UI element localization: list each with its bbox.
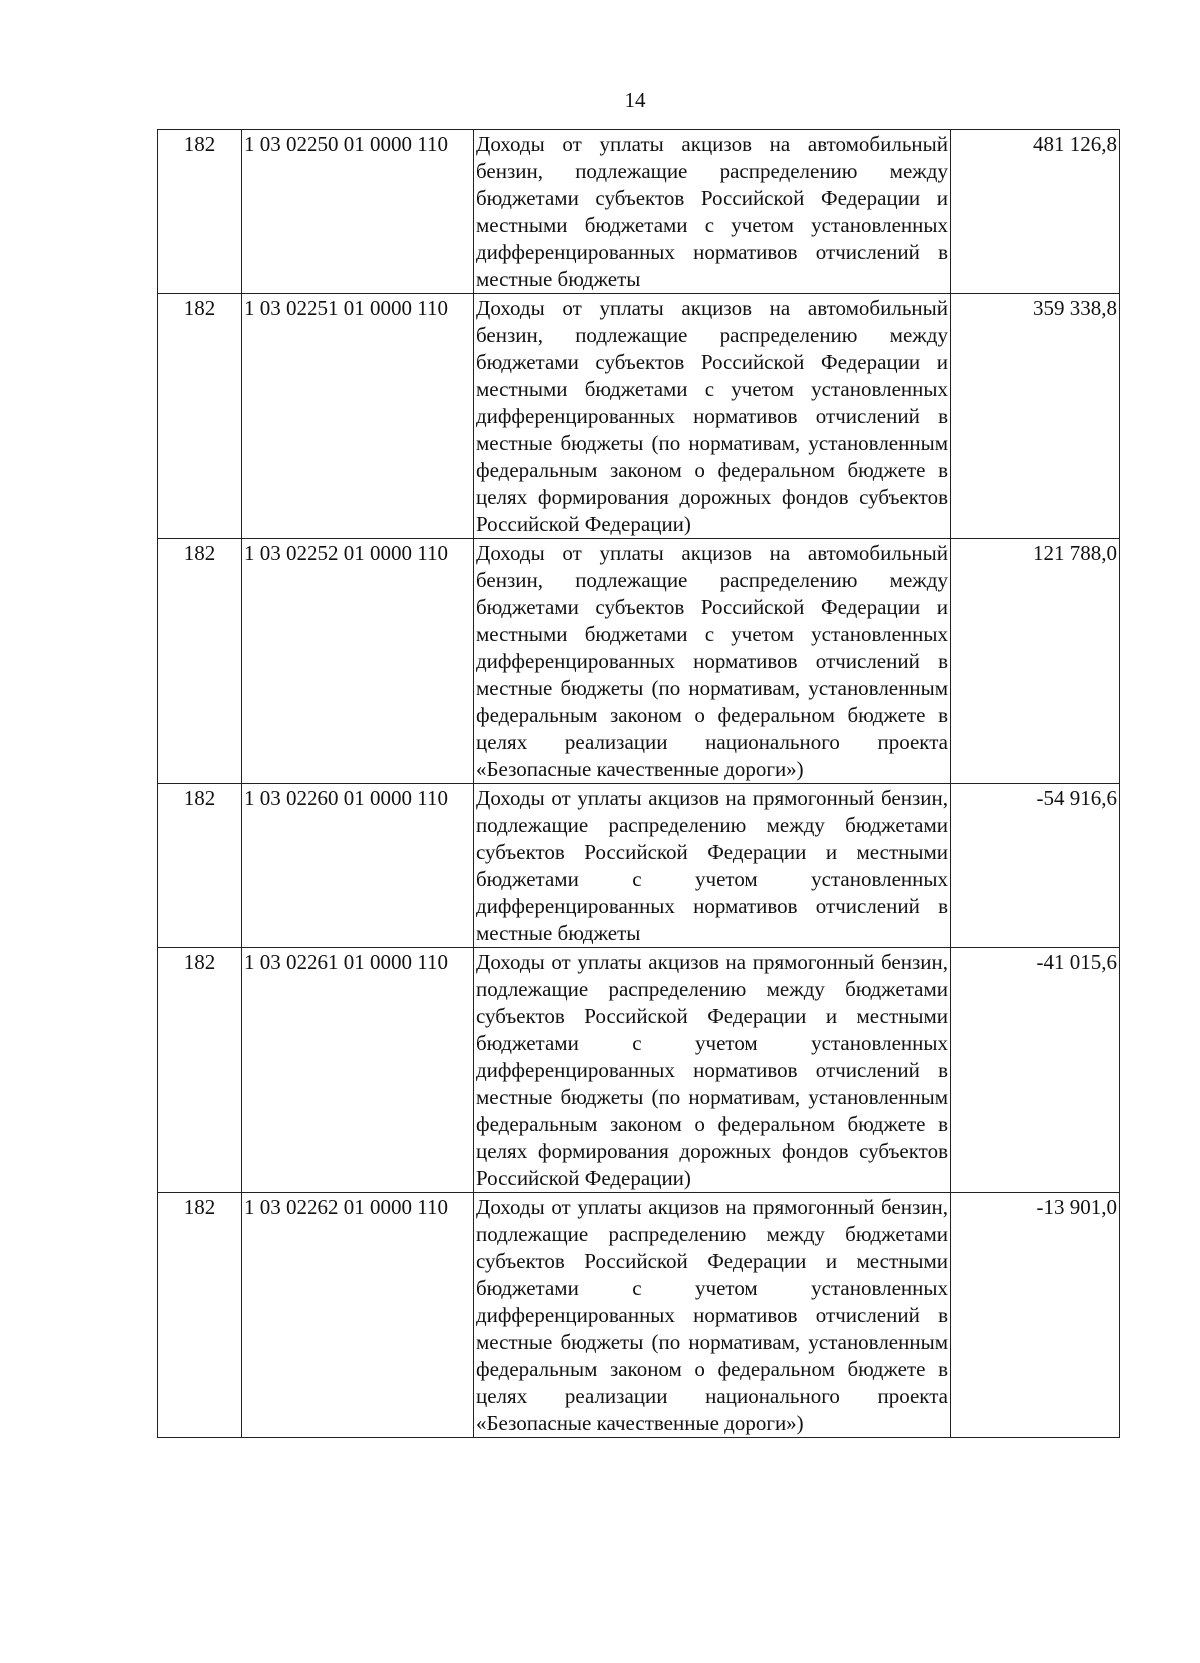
- amount-cell: 359 338,8: [951, 294, 1120, 539]
- admin-code-cell: 182: [158, 539, 242, 784]
- revenue-name-cell: Доходы от уплаты акцизов на автомобильный бензин, подлежащие распределению между бюджетами субъектов Российской Федерации и местными бюджетами с учетом установленных дифференцированных нормативов отчислений в местные бюджеты: [474, 130, 951, 294]
- admin-code-cell: 182: [158, 1193, 242, 1438]
- budget-classification-code-cell: 1 03 02251 01 0000 110: [242, 294, 474, 539]
- revenue-name-cell: Доходы от уплаты акцизов на прямогонный бензин, подлежащие распределению между бюджетами субъектов Российской Федерации и местными бюджетами с учетом установленных дифференцированных нормативов отчислений в местные бюджеты (по нормативам, установленным федеральным законом о федеральном бюджете в целях реализации национального проекта «Безопасные качественные дороги»): [474, 1193, 951, 1438]
- budget-classification-code-cell: 1 03 02260 01 0000 110: [242, 784, 474, 948]
- amount-cell: -54 916,6: [951, 784, 1120, 948]
- table-row: [158, 948, 1120, 1193]
- revenue-name-cell: Доходы от уплаты акцизов на автомобильный бензин, подлежащие распределению между бюджетами субъектов Российской Федерации и местными бюджетами с учетом установленных дифференцированных нормативов отчислений в местные бюджеты (по нормативам, установленным федеральным законом о федеральном бюджете в целях реализации национального проекта «Безопасные качественные дороги»): [474, 539, 951, 784]
- page-number: 14: [624, 88, 646, 112]
- admin-code-cell: 182: [158, 294, 242, 539]
- table-row: [158, 1193, 1120, 1438]
- table-row: [158, 539, 1120, 784]
- budget-classification-code-cell: 1 03 02261 01 0000 110: [242, 948, 474, 1193]
- amount-cell: -13 901,0: [951, 1193, 1120, 1438]
- table-row: [158, 130, 1120, 294]
- revenue-name-cell: Доходы от уплаты акцизов на автомобильный бензин, подлежащие распределению между бюджетами субъектов Российской Федерации и местными бюджетами с учетом установленных дифференцированных нормативов отчислений в местные бюджеты (по нормативам, установленным федеральным законом о федеральном бюджете в целях формирования дорожных фондов субъектов Российской Федерации): [474, 294, 951, 539]
- admin-code-cell: 182: [158, 130, 242, 294]
- amount-cell: -41 015,6: [951, 948, 1120, 1193]
- admin-code-cell: 182: [158, 784, 242, 948]
- table-row: [158, 294, 1120, 539]
- amount-cell: 121 788,0: [951, 539, 1120, 784]
- amount-cell: 481 126,8: [951, 130, 1120, 294]
- budget-classification-code-cell: 1 03 02252 01 0000 110: [242, 539, 474, 784]
- admin-code-cell: 182: [158, 948, 242, 1193]
- table-row: [158, 784, 1120, 948]
- budget-classification-code-cell: 1 03 02262 01 0000 110: [242, 1193, 474, 1438]
- revenue-name-cell: Доходы от уплаты акцизов на прямогонный бензин, подлежащие распределению между бюджетами субъектов Российской Федерации и местными бюджетами с учетом установленных дифференцированных нормативов отчислений в местные бюджеты: [474, 784, 951, 948]
- budget-classification-code-cell: 1 03 02250 01 0000 110: [242, 130, 474, 294]
- revenue-table: [157, 129, 1120, 1438]
- revenue-name-cell: Доходы от уплаты акцизов на прямогонный бензин, подлежащие распределению между бюджетами субъектов Российской Федерации и местными бюджетами с учетом установленных дифференцированных нормативов отчислений в местные бюджеты (по нормативам, установленным федеральным законом о федеральном бюджете в целях формирования дорожных фондов субъектов Российской Федерации): [474, 948, 951, 1193]
